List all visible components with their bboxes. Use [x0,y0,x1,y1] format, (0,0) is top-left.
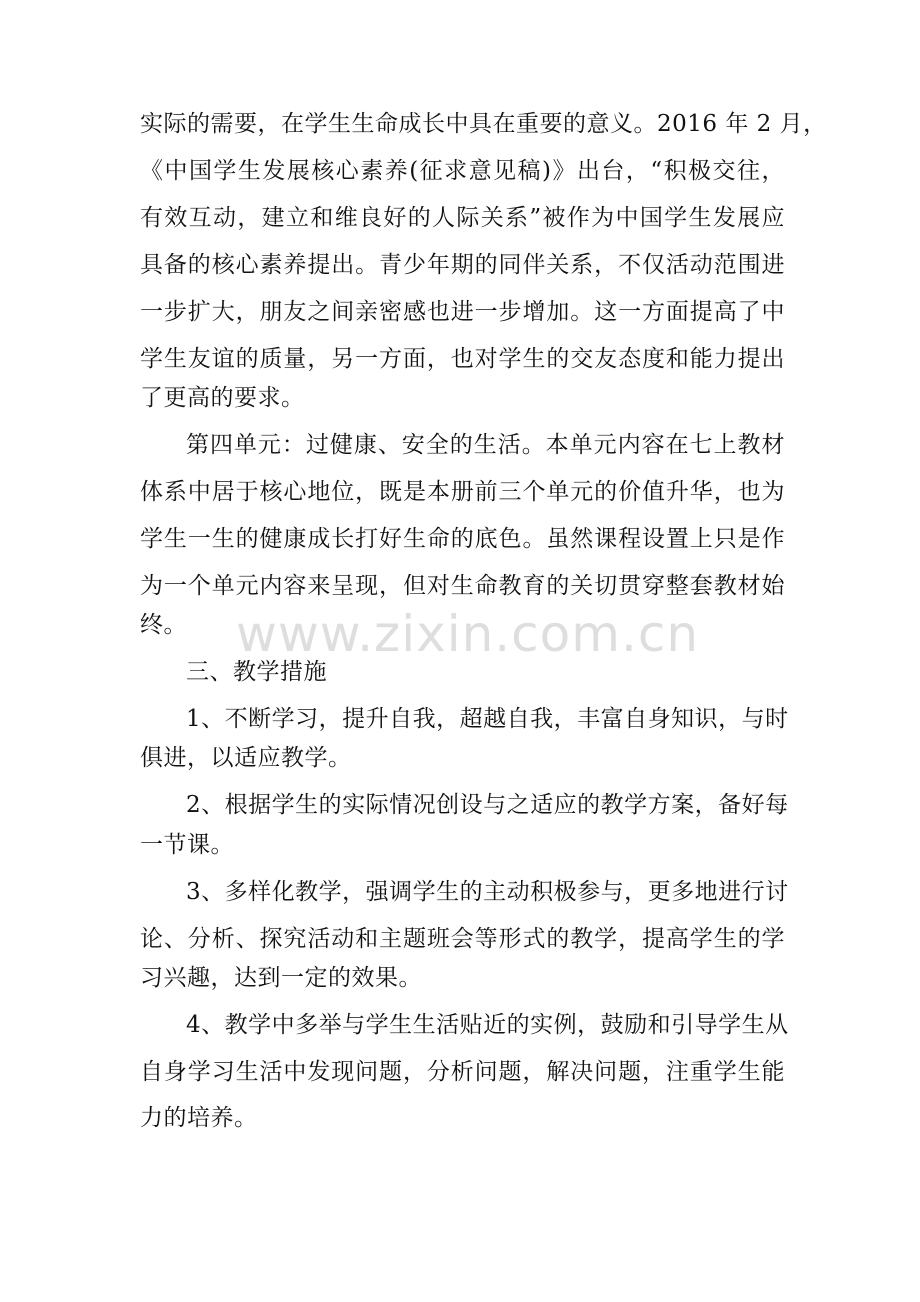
paragraph-line: 自身学习生活中发现问题，分析问题，解决问题，注重学生能 [140,1059,785,1085]
paragraph-line: 终。 [140,612,187,638]
paragraph-line: 了更高的要求。 [140,385,305,411]
paragraph-line: 3、多样化教学，强调学生的主动积极参与，更多地进行讨 [186,879,789,905]
paragraph-line: 力的培养。 [140,1105,258,1131]
paragraph-line: 习兴趣，达到一定的效果。 [140,965,422,991]
paragraph-line: 具备的核心素养提出。青少年期的同伴关系，不仅活动范围进 [140,252,785,278]
paragraph-line: 学生友谊的质量，另一方面，也对学生的交友态度和能力提出 [140,346,785,372]
paragraph-line: 有效互动，建立和维良好的人际关系”被作为中国学生发展应 [140,205,785,231]
paragraph-line: 1、不断学习，提升自我，超越自我，丰富自身知识，与时 [186,706,789,732]
paragraph-line: 实际的需要，在学生生命成长中具在重要的意义。2016 年 2 月， [140,111,827,137]
paragraph-line: 《中国学生发展核心素养(征求意见稿)》出台，“积极交往， [140,158,785,184]
paragraph-line: 4、教学中多举与学生生活贴近的实例，鼓励和引导学生从 [186,1012,789,1038]
paragraph-line: 论、分析、探究活动和主题班会等形式的教学，提高学生的学 [140,926,785,952]
paragraph-line: 体系中居于核心地位，既是本册前三个单元的价值升华，也为 [140,479,785,505]
watermark: www.zixin.com.cn [236,605,700,663]
paragraph-line: 一节课。 [140,832,234,858]
section-heading: 三、教学措施 [186,659,327,685]
paragraph-line: 学生一生的健康成长打好生命的底色。虽然课程设置上只是作 [140,526,785,552]
paragraph-line: 俱进，以适应教学。 [140,745,352,771]
paragraph-line: 为一个单元内容来呈现，但对生命教育的关切贯穿整套教材始 [140,573,785,599]
paragraph-line: 一步扩大，朋友之间亲密感也进一步增加。这一方面提高了中 [140,299,785,325]
paragraph-line: 第四单元：过健康、安全的生活。本单元内容在七上教材 [186,432,785,458]
paragraph-line: 2、根据学生的实际情况创设与之适应的教学方案，备好每 [186,792,789,818]
